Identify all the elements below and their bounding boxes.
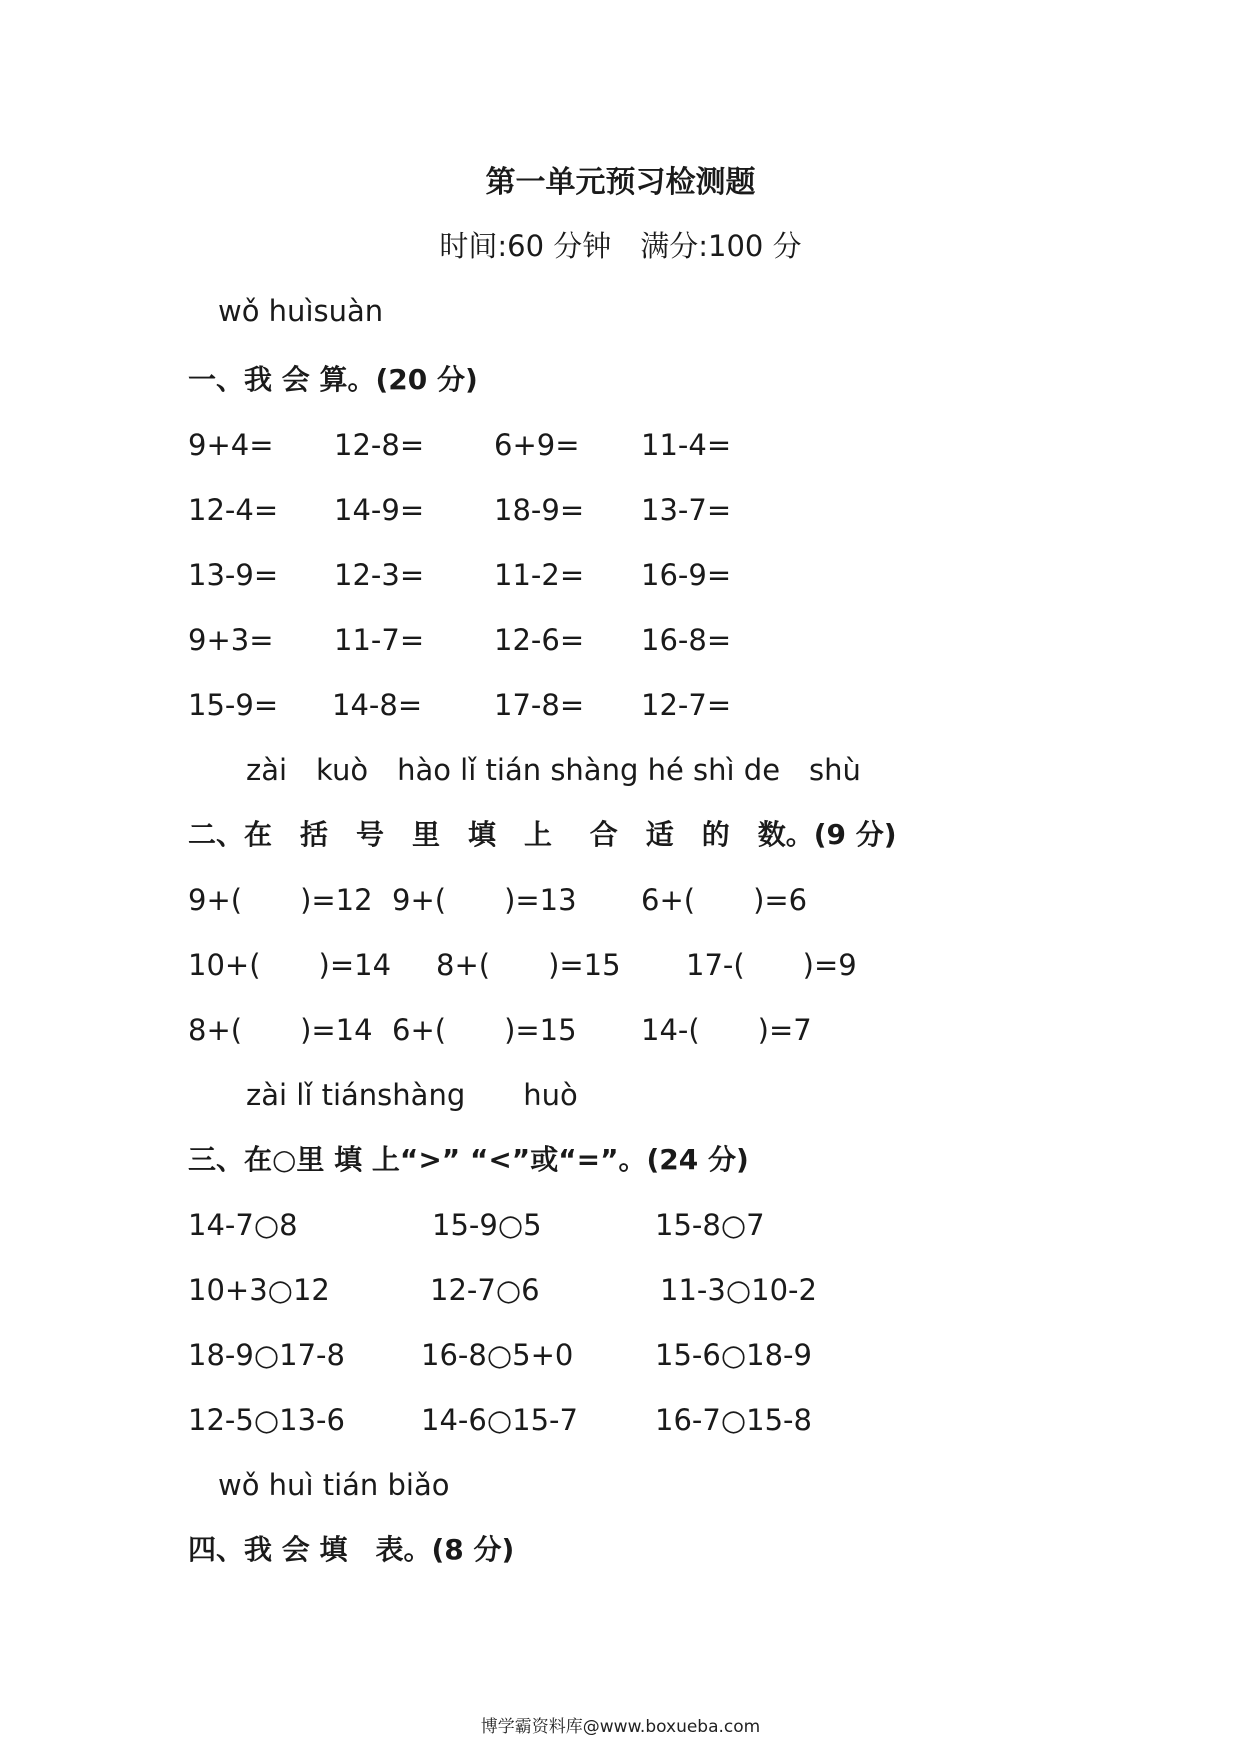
- problem: 14-8=: [332, 688, 423, 722]
- section-4-heading: 四、我 会 填 表。(8 分): [188, 1533, 515, 1566]
- problem: 12-6=: [494, 623, 585, 657]
- problem: 12-7=: [641, 688, 732, 722]
- problem: 11-3○10-2: [660, 1273, 817, 1307]
- problem: 16-8=: [641, 623, 732, 657]
- problem: 12-8=: [334, 428, 425, 462]
- problem: 17-8=: [494, 688, 585, 722]
- problem: 6+9=: [494, 428, 580, 462]
- footer-watermark: 博学霸资料库@www.boxueba.com: [480, 1717, 761, 1737]
- problem: 9+4=: [188, 428, 274, 462]
- problem: 9+( )=13: [392, 883, 577, 917]
- problem: 12-3=: [334, 558, 425, 592]
- section-2-pinyin: zài kuò hào lǐ tián shàng hé shì de shù: [246, 753, 861, 787]
- problem: 8+( )=15: [436, 948, 621, 982]
- problem: 12-5○13-6: [188, 1403, 345, 1437]
- section-3-pinyin: zài lǐ tiánshàng huò: [246, 1078, 578, 1112]
- problem: 16-9=: [641, 558, 732, 592]
- section-4-pinyin: wǒ huì tián biǎo: [218, 1468, 450, 1502]
- problem: 10+3○12: [188, 1273, 330, 1307]
- problem: 11-4=: [641, 428, 732, 462]
- problem: 14-( )=7: [641, 1013, 812, 1047]
- problem: 9+( )=12: [188, 883, 373, 917]
- problem: 15-9○5: [432, 1208, 542, 1242]
- problem: 14-7○8: [188, 1208, 298, 1242]
- section-1-pinyin: wǒ huìsuàn: [218, 294, 384, 328]
- problem: 16-8○5+0: [421, 1338, 574, 1372]
- page-title: 第一单元预习检测题: [485, 165, 756, 200]
- problem: 11-7=: [334, 623, 425, 657]
- problem: 10+( )=14: [188, 948, 392, 982]
- problem: 15-9=: [188, 688, 279, 722]
- problem: 18-9○17-8: [188, 1338, 345, 1372]
- problem: 9+3=: [188, 623, 274, 657]
- problem: 14-6○15-7: [421, 1403, 578, 1437]
- section-3-heading: 三、在○里 填 上“>” “<”或“=”。(24 分): [188, 1143, 749, 1176]
- problem: 12-4=: [188, 493, 279, 527]
- section-2-heading: 二、在 括 号 里 填 上 合 适 的 数。(9 分): [188, 818, 897, 851]
- problem: 8+( )=14: [188, 1013, 373, 1047]
- exam-info: 时间:60 分钟 满分:100 分: [439, 229, 802, 263]
- problem: 12-7○6: [430, 1273, 540, 1307]
- problem: 15-8○7: [655, 1208, 765, 1242]
- problem: 15-6○18-9: [655, 1338, 812, 1372]
- problem: 11-2=: [494, 558, 585, 592]
- section-1-heading: 一、我 会 算。(20 分): [188, 363, 478, 396]
- problem: 6+( )=15: [392, 1013, 577, 1047]
- problem: 18-9=: [494, 493, 585, 527]
- problem: 16-7○15-8: [655, 1403, 812, 1437]
- problem: 13-7=: [641, 493, 732, 527]
- problem: 17-( )=9: [686, 948, 857, 982]
- problem: 14-9=: [334, 493, 425, 527]
- problem: 13-9=: [188, 558, 279, 592]
- problem: 6+( )=6: [641, 883, 808, 917]
